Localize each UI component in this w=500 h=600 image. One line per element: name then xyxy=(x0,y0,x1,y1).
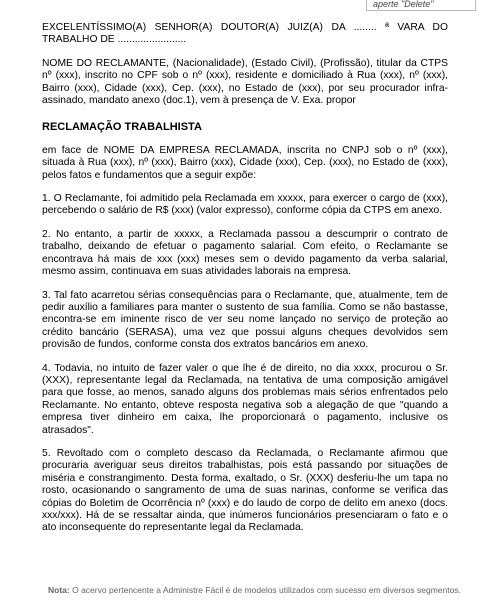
delete-tip-text: aperte "Delete" xyxy=(373,0,434,9)
fact-paragraph-2: 2. No entanto, a partir de xxxxx, a Reclamada passou a descumprir o contrato de trabalho, deixando de efetuar o pagamento salarial. Com efeito, o Reclamante se encontrava há mais de xxx (xxx) meses sem o devido pagamento da verba salarial, mesmo assim, continuava em suas atividades laborais na empresa. xyxy=(42,228,448,278)
footer-note xyxy=(48,585,498,595)
delete-tip-box xyxy=(366,0,476,11)
court-address: EXCELENTÍSSIMO(A) SENHOR(A) DOUTOR(A) JUIZ(A) DA ........ ª VARA DO TRABALHO DE ........................ xyxy=(42,22,448,46)
fact-paragraph-3: 3. Tal fato acarretou sérias consequências para o Reclamante, que, atualmente, tem de pedir auxílio a familiares para manter o sustento de sua família. Como se não bastasse, encontra-se em iminente risco de ver seu nome lançado no serviço de proteção ao crédito bancário (SERASA), uma vez que possui alguns cheques devolvidos sem provisão de fundos, conforme consta dos extratos bancários em anexo. xyxy=(42,289,448,351)
fact-paragraph-5: 5. Revoltado com o completo descaso da Reclamada, o Reclamante afirmou que procuraria averiguar seus direitos trabalhistas, pois está passando por situações de miséria e constrangimento. Desta forma, exaltado, o Sr. (XXX) desferiu-lhe um tapa no rosto, ocasionando o sangramento de uma de suas narinas, conforme se verifica das cópias do Boletim de Ocorrência nº (xxx) e do laudo de corpo de delito em anexo (docs. xxx/xxx). Há de se ressaltar ainda, que inúmeros funcionários presenciaram o fato e o ato inconsequente do representante legal da Reclamada. xyxy=(42,447,448,534)
defendant-qualification: em face de NOME DA EMPRESA RECLAMADA, inscrita no CNPJ sob o nº (xxx), situada à Rua (xxx), nº (xxx), Bairro (xxx), Cidade (xxx), Cep. (xxx), no Estado de (xxx), pelos fatos e fundamentos que a seguir expõe: xyxy=(42,144,448,181)
note-text: O acervo pertencente a Administre Fácil é de modelos utilizados com sucesso em diversos segmentos. xyxy=(72,585,461,595)
fact-paragraph-1: 1. O Reclamante, foi admitido pela Reclamada em xxxxx, para exercer o cargo de (xxx), percebendo o salário de R$ (xxx) (valor expresso), conforme cópia da CTPS em anexo. xyxy=(42,193,448,217)
petition-title: RECLAMAÇÃO TRABALHISTA xyxy=(42,121,202,134)
note-label: Nota: xyxy=(48,585,70,595)
plaintiff-qualification: NOME DO RECLAMANTE, (Nacionalidade), (Estado Civil), (Profissão), titular da CTPS nº (xxx), inscrito no CPF sob o nº (xxx), residente e domiciliado à Rua (xxx), nº (xxx), Bairro (xxx), Cidade (xxx), Cep. (xxx), no Estado de (xxx), por seu procurador infra-assinado, mandato anexo (doc.1), vem à presença de V. Exa. propor xyxy=(42,57,448,107)
fact-paragraph-4: 4. Todavia, no intuito de fazer valer o que lhe é de direito, no dia xxxx, procurou o Sr. (XXX), representante legal da Reclamada, na tentativa de uma composição amigável para que fosse, ao menos, sanado alguns dos problemas mais sérios enfrentados pelo Reclamante. No entanto, obteve resposta negativa sob a alegação de que "quando a empresa tiver dinheiro em caixa, lhe proporcionará o pagamento, inclusive os atrasados". xyxy=(42,362,448,436)
petition-body xyxy=(42,22,448,546)
